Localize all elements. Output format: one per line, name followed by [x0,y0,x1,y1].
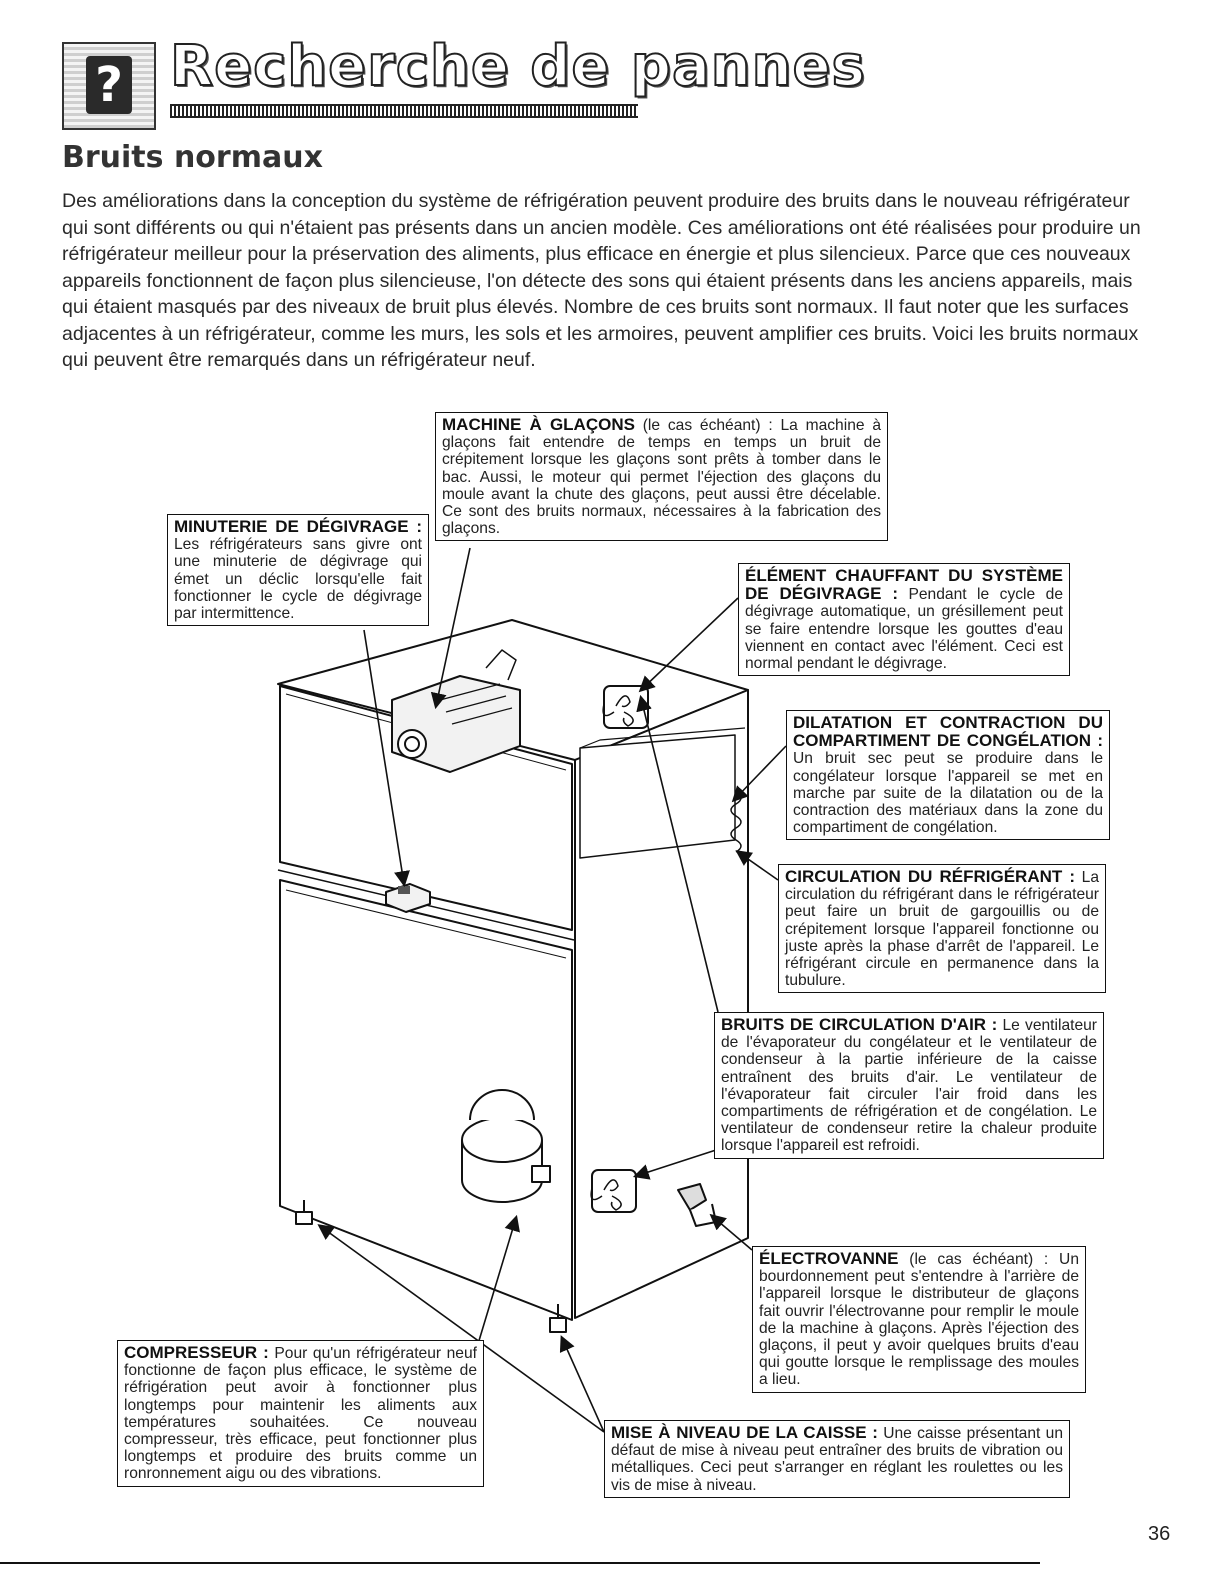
callout-title: DILATATION ET CONTRACTION DU COMPARTIMENT DE CONGÉLATION : [793,713,1103,751]
footer-rule [0,1562,1040,1564]
callout-defrost-heater [738,563,1070,676]
section-heading: Bruits normaux [62,140,323,175]
callout-title: BRUITS DE CIRCULATION D'AIR : [721,1015,998,1034]
callout-solenoid [752,1246,1086,1393]
callout-ice-maker [435,412,888,541]
callout-title: ÉLECTROVANNE [759,1249,899,1268]
refrigerator-door [280,880,572,1320]
callout-defrost-timer [167,514,429,626]
callout-title: MISE À NIVEAU DE LA CAISSE : [611,1423,878,1442]
callout-title: ÉLÉMENT CHAUFFANT DU SYSTÈME DE DÉGIVRAGE : [745,566,1063,604]
condenser-fan-icon [591,1170,636,1212]
callout-air-circulation [714,1012,1104,1159]
leveling-leader-2 [562,1338,604,1432]
callout-compressor [117,1340,484,1487]
callout-text: Pour qu'un réfrigérateur neuf fonctionne de façon plus efficace, le système de réfrigération peut avoir à fonctionner plus longtemps pour maintenir les aliments aux températures souhaitées. Ce nouveau compresseur, très efficace, peut fonctionner plus longtemps et produire des bruits comme un ronronnement aigu ou des vibrations. [124,1345,477,1483]
callout-expansion [786,710,1110,840]
callout-title: COMPRESSEUR : [124,1343,269,1362]
callout-leveling [604,1420,1070,1498]
page-title: Recherche de pannes [170,34,866,99]
callout-title: MINUTERIE DE DÉGIVRAGE : [174,517,422,536]
callout-text: (le cas échéant) : La machine à glaçons fait entendre de temps en temps un bruit de crépitement lorsque les glaçons sont prêts à tomber dans le bac. Aussi, le moteur qui permet l'éjection des glaçons du moule avant la chute des glaçons, peut aussi être décelable. Ce sont des bruits normaux, nécessaires à la fabrication des glaçons. [442,417,881,538]
callout-text: Une caisse présentant un défaut de mise à niveau peut entraîner des bruits de vibration ou métalliques. Ceci peut s'arranger en réglant les roulettes ou les vis de mise à niveau. [611,1425,1064,1494]
evaporator-cover [580,735,735,858]
question-mark-icon: ? [86,56,132,114]
callout-text: (le cas échéant) : Un bourdonnement peut s'entendre à l'arrière de l'appareil lorsque le distributeur de glaçons fait ouvrir l'électrovanne pour remplir le moule de la machine à glaçons. Après l'éjection des glaçons, il peut y avoir quelques bruits d'eau qui goutte lorsque le remplissage des moules a lieu. [759,1251,1079,1389]
callout-text: Le ventilateur de l'évaporateur du congélateur et le ventilateur de condenseur à la partie inférieure de la caisse entraînent des bruits d'air. Le ventilateur de l'évaporateur fait circuler l'air froid dans les compartiments de réfrigération et de congélation. Le ventilateur de condenseur retire la chaleur produite lorsque l'appareil est refroidi. [721,1017,1097,1155]
freezer-fan-icon [603,686,648,728]
page-number: 36 [1148,1523,1171,1545]
callout-text: Pendant le cycle de dégivrage automatique, un grésillement peut se faire entendre lorsque les gouttes d'eau viennent en contact avec l'élément. Ceci est normal pendant le dégivrage. [745,586,1063,673]
callout-text: Les réfrigérateurs sans givre ont une minuterie de dégivrage qui émet un déclic lorsqu'elle fait fonctionner le cycle de dégivrage par intermittence. [174,536,422,623]
callout-title: MACHINE À GLAÇONS [442,415,635,434]
callout-text: La circulation du réfrigérant dans le réfrigérateur peut faire un bruit de gargouillis ou de crépitement lorsque l'appareil fonctionne ou juste après la phase d'arrêt de l'appareil. Le réfrigérant circule en permanence dans la tubulure. [785,869,1099,990]
callout-text: Un bruit sec peut se produire dans le congélateur lorsque l'appareil se met en marche par suite de la dilatation ou de la contraction des matériaux dans la zone du compartiment de congélation. [793,750,1103,837]
intro-paragraph: Des améliorations dans la conception du système de réfrigération peuvent produire des bruits dans le nouveau réfrigérateur qui sont différents ou qui n'étaient pas présents dans un ancien modèle. Ces améliorations ont été réalisées pour produire un réfrigérateur meilleur pour la préservation des aliments, plus efficace en énergie et plus silencieux. Parce que ces nouveaux appareils fonctionnent de façon plus silencieuse, l'on détecte des sons qui étaient présents dans les anciens appareils, mais qui étaient masqués par des niveaux de bruit plus élevés. Nombre de ces bruits sont normaux. Il faut noter que les surfaces adjacentes à un réfrigérateur, comme les murs, les sols et les armoires, peuvent amplifier ces bruits. Voici les bruits normaux qui peuvent être remarqués dans un réfrigérateur neuf. [62,190,1141,371]
callout-title: CIRCULATION DU RÉFRIGÉRANT : [785,867,1075,886]
callout-refrigerant [778,864,1106,993]
